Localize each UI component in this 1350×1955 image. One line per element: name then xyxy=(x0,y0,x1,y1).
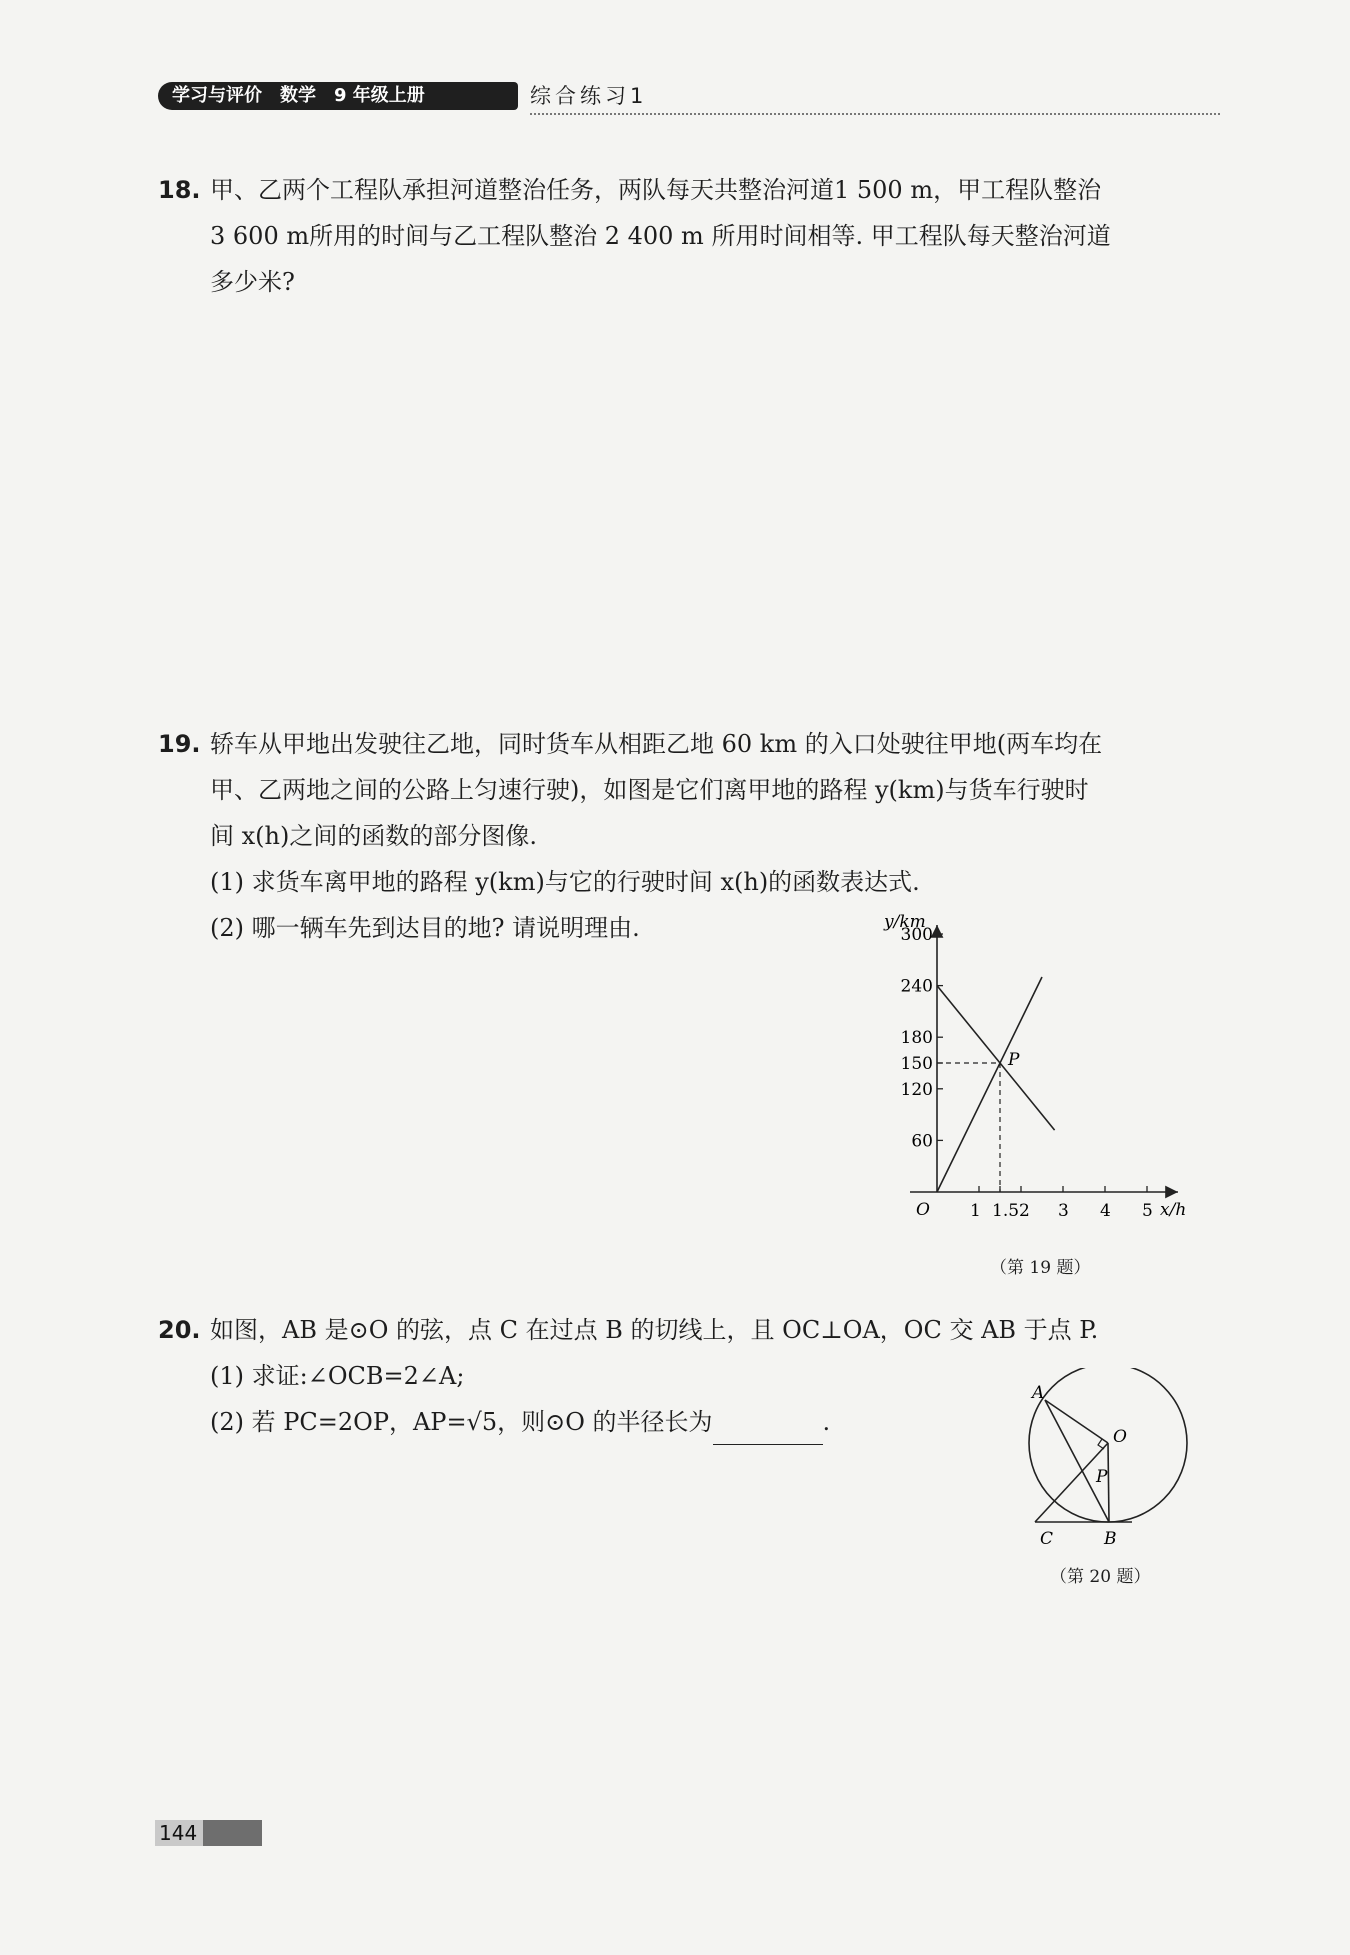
q19-subquestion-2: (2) 哪一辆车先到达目的地? 请说明理由. xyxy=(210,914,640,942)
x-tick-label: 2 xyxy=(1019,1201,1030,1221)
segment-oa xyxy=(1045,1400,1108,1443)
x-tick-label: 4 xyxy=(1100,1201,1111,1221)
answer-blank xyxy=(713,1420,823,1445)
x-axis-label: x/h xyxy=(1160,1200,1187,1220)
truck-line xyxy=(937,986,1055,1130)
y-tick-label: 60 xyxy=(911,1131,933,1152)
q19-number: 19. xyxy=(158,730,201,758)
y-tick-label: 150 xyxy=(900,1054,933,1074)
label-b: B xyxy=(1104,1529,1117,1549)
q19-line-3: 间 x(h)之间的函数的部分图像. xyxy=(210,822,537,850)
q19-graph xyxy=(880,905,1200,1235)
q18-number: 18. xyxy=(158,176,201,204)
q20-line-1: 20. 如图，AB 是⊙O 的弦，点 C 在过点 B 的切线上，且 OC⊥OA，OC 交 AB 于点 P. xyxy=(158,1307,1220,1353)
y-tick-label: 120 xyxy=(900,1079,933,1100)
q18-line-3: 多少米? xyxy=(210,268,295,296)
segment-ob xyxy=(1108,1443,1109,1522)
q18-line-2: 3 600 m所用的时间与乙工程队整治 2 400 m 所用时间相等. 甲工程队每天整治河道 xyxy=(210,222,1111,250)
axis-ticks xyxy=(901,925,1153,1221)
q20-subquestion-2: (2) 若 PC=2OP，AP=√5，则⊙O 的半径长为 . xyxy=(158,1399,1220,1445)
intersection-label: P xyxy=(1008,1050,1020,1070)
x-tick-label: 3 xyxy=(1058,1201,1069,1221)
label-p: P xyxy=(1096,1467,1108,1487)
x-tick-label: 5 xyxy=(1142,1201,1153,1221)
q20-caption: （第 20 题） xyxy=(1050,1567,1151,1587)
origin-label: O xyxy=(916,1200,930,1220)
page-number-tab xyxy=(155,1820,262,1846)
chord-ab xyxy=(1045,1400,1109,1522)
y-tick-label: 300 xyxy=(900,925,933,945)
q20-subquestion-1: (1) 求证:∠OCB=2∠A; xyxy=(210,1362,465,1390)
section-title: 综合练习1 xyxy=(530,84,648,108)
x-tick-label: 1.5 xyxy=(992,1201,1020,1221)
series-lines xyxy=(937,977,1055,1192)
page-number: 144 xyxy=(159,1821,198,1845)
q20-circle-diagram xyxy=(1020,1368,1200,1553)
book-series-banner: 学习与评价 数学 9 年级上册 xyxy=(158,82,518,110)
q20-number: 20. xyxy=(158,1316,201,1344)
q19-subquestion-1: (1) 求货车离甲地的路程 y(km)与它的行驶时间 x(h)的函数表达式. xyxy=(210,868,920,896)
y-axis-label: y/km xyxy=(884,912,926,932)
q19-line-1: 19. 轿车从甲地出发驶往乙地，同时货车从相距乙地 60 km 的入口处驶往甲地(两车均在 xyxy=(158,721,1220,767)
header-dotted-rule xyxy=(530,113,1220,115)
x-tick-label: 1 xyxy=(970,1201,981,1221)
q19-caption: （第 19 题） xyxy=(990,1258,1091,1278)
page-header xyxy=(158,82,1220,116)
car-line xyxy=(937,977,1042,1192)
y-tick-label: 180 xyxy=(900,1028,933,1049)
label-o: O xyxy=(1113,1427,1127,1447)
q18-line-1: 18. 甲、乙两个工程队承担河道整治任务，两队每天共整治河道1 500 m，甲工程队整治 xyxy=(158,167,1220,213)
y-tick-label: 240 xyxy=(900,976,933,997)
label-a: A xyxy=(1032,1383,1045,1403)
label-c: C xyxy=(1040,1529,1054,1549)
q19-line-2: 甲、乙两地之间的公路上匀速行驶)，如图是它们离甲地的路程 y(km)与货车行驶时 xyxy=(210,776,1089,804)
question-18 xyxy=(158,167,1220,305)
